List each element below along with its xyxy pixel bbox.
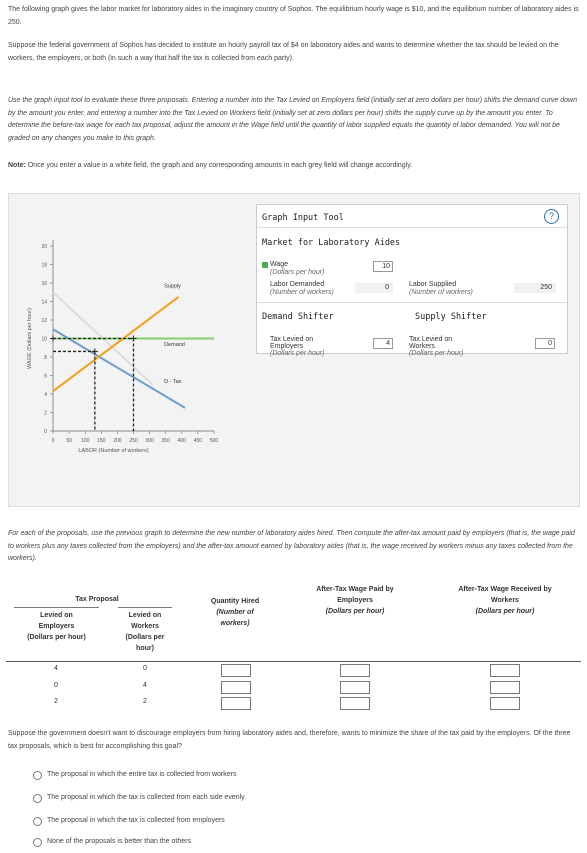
radio-label[interactable]: The proposal in which the tax is collected from each side evenly [47, 794, 245, 801]
row-1-employers-tax: 4 [54, 665, 58, 672]
x-tick-label: 200 [113, 438, 122, 444]
header-line: Levied on [40, 612, 73, 619]
employers-tax-sub-label: (Dollars per hour) [270, 350, 325, 357]
x-axis-label: LABOR (Number of workers) [78, 448, 149, 454]
y-tick-label: 0 [44, 428, 47, 435]
row-2-wage-paid-input[interactable] [340, 681, 370, 694]
row-2-workers-tax: 4 [143, 682, 147, 689]
header-line: After-Tax Wage Received by [458, 586, 552, 593]
y-tick-label: 10 [41, 336, 47, 343]
row-3-wage-received-input[interactable] [490, 697, 520, 710]
labor-market-graph[interactable] [9, 194, 254, 506]
y-tick-label: 8 [44, 354, 47, 361]
header-line: Workers [131, 623, 159, 630]
intro-paragraph-2: Suppose the federal government of Sophos has decided to institute an hourly payroll tax of $4 on laboratory aides and wants to determine whether the tax should be levied on the workers, the employers, or both (in such a way that half the tax is collected from each party). [8, 42, 559, 62]
help-icon[interactable]: ? [544, 209, 559, 224]
header-line: (Number of [216, 609, 254, 616]
x-tick-label: 450 [193, 438, 203, 444]
row-3-wage-paid-input[interactable] [340, 697, 370, 710]
divider [257, 302, 567, 303]
labor-supplied-label: Labor Supplied [409, 281, 457, 288]
wage-sub-label: (Dollars per hour) [270, 269, 325, 276]
header-line: (Dollars per hour) [475, 608, 535, 615]
radio-label[interactable]: The proposal in which the tax is collected from employers [47, 817, 225, 824]
row-1-workers-tax: 0 [143, 665, 147, 672]
instructions-paragraph: Use the graph input tool to evaluate these three proposals. Entering a number into the Tax Levied on Employers field (initially set at zero dollars per hour) shifts the demand curve down by the amount you enter, and entering a number into the Tax Levied on Workers field (initially set at zero dollars per hour) shifts the supply curve up by the amount you enter. To determine the before-tax wage for each tax proposal, adjust the amount in the Wage field until the quantity of labor supplied equals the quantity of labor demanded. You will not be graded on any changes you make to this graph. [8, 97, 578, 142]
labor-demanded-value: 0 [355, 283, 393, 293]
row-1-wage-paid-input[interactable] [340, 664, 370, 677]
labor-supplied-sub-label: (Number of workers) [409, 289, 473, 296]
row-1-quantity-input[interactable] [221, 664, 251, 677]
intro-paragraph-1: The following graph gives the labor market for laboratory aides in the imaginary country of Sophos. The equilibrium hourly wage is $10, and the equilibrium number of laboratory aides is 250. [8, 6, 579, 26]
row-2-quantity-input[interactable] [221, 681, 251, 694]
y-tick-label: 12 [41, 317, 47, 324]
note-label: Note: [8, 162, 26, 169]
tax-on-workers-input[interactable]: 0 [535, 338, 555, 349]
header-line: hour) [136, 645, 154, 652]
y-tick-label: 6 [44, 373, 47, 380]
radio-button[interactable] [33, 794, 42, 803]
dtax-label: D - Tax [164, 378, 182, 385]
levied-on-workers-header [115, 610, 175, 654]
graph-panel [8, 193, 580, 507]
header-line: (Dollars per hour) [27, 634, 86, 641]
wage-input[interactable]: 10 [373, 261, 393, 272]
levied-on-employers-header [14, 610, 99, 643]
y-tick-label: 2 [44, 410, 47, 417]
radio-label[interactable]: The proposal in which the entire tax is collected from workers [47, 771, 237, 778]
x-tick-label: 400 [177, 438, 186, 444]
row-1-wage-received-input[interactable] [490, 664, 520, 677]
graph-input-tool [256, 204, 568, 357]
labor-demanded-label: Labor Demanded [270, 281, 325, 288]
y-tick-label: 16 [41, 280, 47, 287]
radio-button[interactable] [33, 771, 42, 780]
quantity-hired-header [195, 596, 275, 629]
row-2-employers-tax: 0 [54, 682, 58, 689]
workers-tax-label-1: Tax Levied on [409, 336, 453, 343]
supply-label: Supply [164, 283, 181, 290]
x-tick-label: 250 [129, 438, 138, 444]
y-tick-label: 4 [44, 391, 47, 398]
wage-received-by-workers-header [440, 584, 570, 617]
x-tick-label: 500 [209, 438, 219, 444]
wage-paid-by-employers-header [295, 584, 415, 617]
header-line: After-Tax Wage Paid by [316, 586, 394, 593]
labor-supplied-value: 250 [514, 283, 556, 293]
row-3-employers-tax: 2 [54, 698, 58, 705]
x-tick-label: 100 [81, 438, 90, 444]
employers-tax-label-2: Employers [270, 343, 304, 350]
header-line: Employers [337, 597, 373, 604]
header-line: workers) [220, 620, 250, 627]
tax-proposal-header: Tax Proposal [75, 596, 119, 603]
x-tick-label: 50 [66, 438, 72, 444]
question-paragraph: For each of the proposals, use the previous graph to determine the new number of laboratory aides hired. Then compute the after-tax amount paid by employers (that is, the wage paid to workers plus any taxes collected from the employers) and the after-tax amount earned by laboratory aides (that is, the wage received by workers minus any taxes collected from the workers). [8, 530, 575, 562]
demand-shifter-title: Demand Shifter [262, 312, 334, 322]
y-tick-label: 20 [41, 243, 47, 250]
followup-paragraph: Suppose the government doesn't want to discourage employers from hiring laboratory aides and, therefore, wants to minimize the share of the tax paid by the employers. Of the three tax proposals, which is best for accomplishing this goal? [8, 730, 571, 750]
row-2-wage-received-input[interactable] [490, 681, 520, 694]
tax-on-employers-input[interactable]: 4 [373, 338, 393, 349]
workers-tax-label-2: Workers [409, 343, 435, 350]
y-axis-label: WAGE (Dollars per hour) [27, 308, 33, 369]
note-text: Once you enter a value in a white field, the graph and any corresponding amounts in each grey field will change accordingly. [25, 162, 413, 169]
y-tick-label: 18 [41, 262, 47, 269]
market-title: Market for Laboratory Aides [262, 238, 401, 248]
y-tick-label: 14 [41, 299, 47, 306]
note-paragraph [8, 160, 580, 173]
header-line: Workers [491, 597, 519, 604]
wage-legend-swatch [262, 262, 268, 268]
divider [257, 227, 567, 228]
demand-label: Demand [164, 341, 185, 348]
x-tick-label: 300 [145, 438, 154, 444]
radio-button[interactable] [33, 838, 42, 847]
header-line: Levied on [128, 612, 162, 619]
header-underline [118, 607, 172, 608]
header-line: (Dollars per hour) [325, 608, 385, 615]
workers-tax-sub-label: (Dollars per hour) [409, 350, 464, 357]
x-tick-label: 150 [97, 438, 106, 444]
labor-demanded-sub-label: (Number of workers) [270, 289, 334, 296]
x-tick-label: 0 [51, 438, 55, 444]
wage-label: Wage [270, 261, 289, 268]
table-header-rule [6, 661, 581, 662]
row-3-workers-tax: 2 [143, 698, 147, 705]
x-tick-label: 350 [161, 438, 170, 444]
radio-button[interactable] [33, 817, 42, 826]
supply-shifter-title: Supply Shifter [415, 312, 487, 322]
radio-label[interactable]: None of the proposals is better than the others [47, 838, 191, 845]
graph-input-tool-title: Graph Input Tool [262, 213, 344, 223]
header-line: (Dollars per [125, 634, 165, 641]
header-underline [14, 607, 99, 608]
header-line: Quantity Hired [210, 598, 260, 605]
row-3-quantity-input[interactable] [221, 697, 251, 710]
header-line: Employers [38, 623, 75, 630]
employers-tax-label-1: Tax Levied on [270, 336, 314, 343]
